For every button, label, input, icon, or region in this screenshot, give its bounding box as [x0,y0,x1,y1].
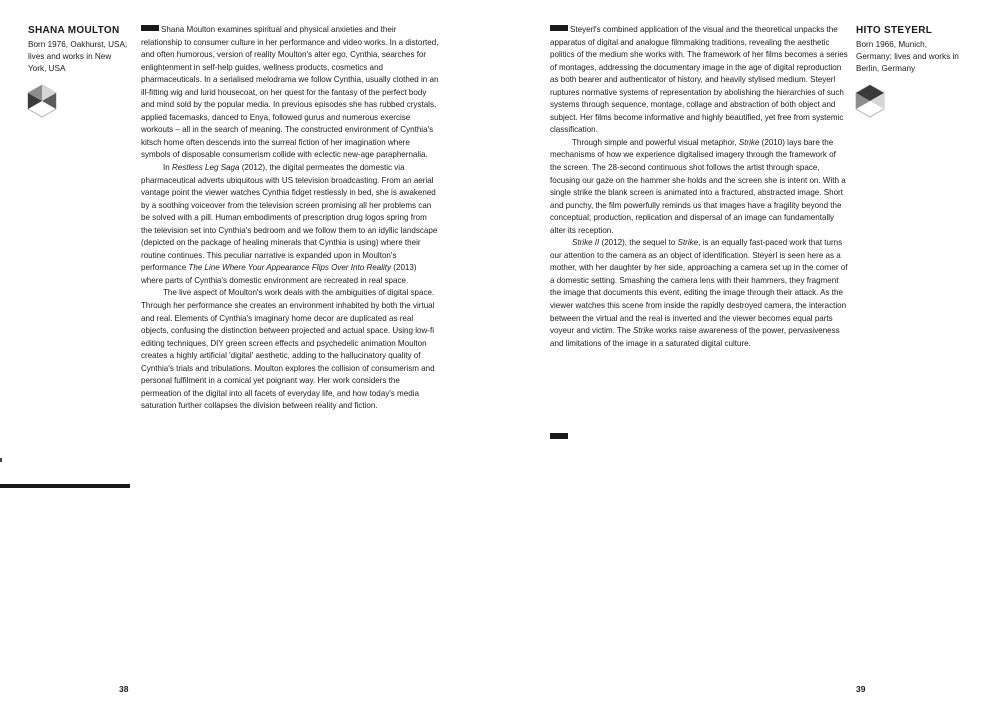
hexagon-icon [27,84,57,118]
edge-mark [0,458,2,462]
paragraph-text: The live aspect of Moulton's work deals with the ambiguities of digital space. Through her performance she creates an environment inhabited by both the virtual and real. Elements of Cynthia's imaginary home decor are duplicated as real objects, confusing the distinction between projected and actual space. Using low-fi editing techniques, DIY green screen effects and psychedelic animation Moulton creates a highly artificial 'digital' aesthetic, adding to the hallucinatory quality of Cynthia's trials and tribulations. Moulton explores the collision of consumerism and personal fulfilment in a comical yet poignant way. Her work considers the permeation of the digital into all facets of everyday life, and how today's media saturation further collapses the division between reality and fiction. [141,288,435,411]
paragraph [550,24,848,137]
artist-name: HITO STEYERL [856,25,933,36]
paragraph-text: Steyerl's combined application of the visual and the theoretical unpacks the apparatus of digital and analogue filmmaking traditions, revealing the aesthetic politics of the medium she works with. The framework of her films becomes a series of montages, addressing the documentary image in the age of digital reproduction as both bearer and authenticator of history, and heavily stylised medium. Steyerl ruptures normative systems of representation by abolishing the hierarchies of such systems through sequence, montage, collage and abstraction of both object and subject. Her films become informative and highly beautified, yet free from systemic classification. [550,25,848,135]
page-number: 38 [119,684,129,694]
lead-marker [550,25,568,31]
end-marker [550,433,568,439]
artist-bio: Born 1966, Munich, Germany; lives and works in Berlin, Germany [856,40,959,74]
artist-name: SHANA MOULTON [28,25,120,36]
paragraph [141,24,439,162]
artist-bio: Born 1976, Oakhurst, USA; lives and works in New York, USA [28,40,128,74]
body-text [550,24,848,350]
page-number: 39 [856,684,866,694]
paragraph: Strike II (2012), the sequel to Strike, is an equally fast-paced work that turns our attention to the camera as an object of identification. Steyerl is seen here as a mother, with her daughter by her side, approaching a camera set up in the corner of a domestic setting. Smashing the camera lens with their hammers, they fragment the image that documents this event, editing the image through their attack. As the viewer watches this scene from inside the rapidly destroyed camera, the interaction between the virtual and the real is inverted and the viewer becomes equal parts voyeur and victim. The Strike works raise awareness of the power, pervasiveness and limitations of the image in a saturated digital culture. [550,238,848,348]
paragraph: In Restless Leg Saga (2012), the digital permeates the domestic via pharmaceutical adverts ubiquitous with US television broadcasting. From an aerial vantage point the viewer watches Cynthia fidget restlessly in bed, she is awakened by a soothing voiceover from the television screen promising all her problems can be solved with a pill. Human embodiments of prescription drug logos spring from the television set into Cynthia's bedroom and we follow them to an idyllic landscape (depicted on the package of healing minerals that Cynthia is using) where their routine continues. This peculiar narrative is expanded upon in Moulton's performance The Line Where Your Appearance Flips Over Into Reality (2013) where parts of Cynthia's domestic environment are recreated in real space. [141,163,438,285]
section-rule [0,484,130,488]
paragraph-text: Shana Moulton examines spiritual and physical anxieties and their relationship to consumer culture in her performance and video works. In a distorted, and often humorous, version of reality Moulton's alter ego, Cynthia, searches for enlightenment in self-help guides, wellness products, cosmetics and pharmaceuticals. In a serialised melodrama we follow Cynthia, usually clothed in an ill-fitting wig and lurid housecoat, on her quest for the fantasy of the perfect body and mind sold by the popular media. In previous episodes she has rubbed crystals, applied facemasks, danced to Enya, followed gurus and numerous exercise workouts – all in the search of meaning. The constructed environment of Cynthia's kitsch home often descends into the surreal fiction of her imagination where symbols of disposable consumerism collide with eclectic new-age paraphernalia. [141,25,439,160]
work-title: Restless Leg Saga [171,163,240,173]
work-title: Strike [633,326,654,336]
hexagon-icon [855,84,885,118]
work-title: Strike II [572,238,600,248]
right-page [494,0,987,718]
paragraph: Through simple and powerful visual metaphor, Strike (2010) lays bare the mechanisms of how we experience digitalised imagery through the framework of the screen. The 28-second continuous shot follows the artist through space, focusing our gaze on the hammer she holds and the screen she is intent on. With a single strike the blank screen is animated into a fractured, abstracted image. Short and punchy, the film powerfully reminds us that images have a fragility beyond the conceptual; production, replication and dispersal of an image can fundamentally alter its reception. [550,137,846,235]
body-text [141,24,439,413]
left-page [0,0,493,718]
work-title: Strike [738,137,760,147]
paragraph [141,287,439,412]
work-title: The Line Where Your Appearance Flips Over Into Reality [188,263,392,273]
lead-marker [141,25,159,31]
work-title: Strike [677,238,699,248]
